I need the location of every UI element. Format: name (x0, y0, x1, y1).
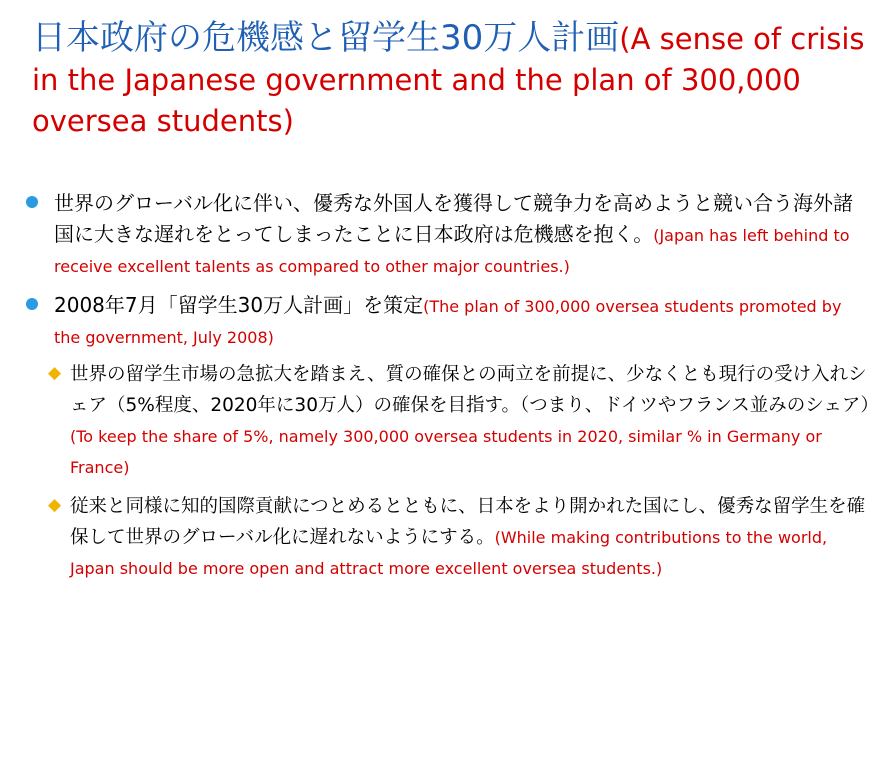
bullet-1-japanese: 世界のグローバル化に伴い、優秀な外国人を獲得して競争力を高めようと競い合う海外諸国に大きな遅れをとってしまったことに日本政府は危機感を抱く。 (54, 191, 853, 246)
bullet-2-japanese: 2008年7月「留学生30万人計画」を策定 (54, 293, 424, 317)
sub-bullet-list (20, 359, 879, 584)
sub-bullet-1-japanese: 世界の留学生市場の急拡大を踏まえ、質の確保との両立を前提に、少なくとも現行の受け入れシェア（5%程度、2020年に30万人）の確保を目指す。（つまり、ドイツやフランス並みのシェア） (70, 364, 879, 416)
sub-bullet-2-english: (While making contributions to the world, Japan should be more open and attract more excellent oversea students.) (70, 528, 828, 578)
circle-bullet-icon (26, 196, 38, 208)
title-japanese: 日本政府の危機感と留学生30万人計画 (32, 18, 620, 58)
bullet-item-1 (20, 188, 870, 282)
title-english: (A sense of crisis in the Japanese government and the plan of 300,000 oversea students) (32, 22, 865, 138)
sub-bullet-item-1 (48, 359, 879, 483)
slide-title (32, 18, 872, 141)
diamond-bullet-icon: ◆ (48, 495, 62, 515)
circle-bullet-icon (26, 298, 38, 310)
bullet-2-english: (The plan of 300,000 oversea students promoted by the government, July 2008) (54, 297, 842, 347)
bullet-item-2 (20, 290, 870, 353)
sub-bullet-2-japanese: 従来と同様に知的国際貢献につとめるとともに、日本をより開かれた国にし、優秀な留学生を確保して世界のグローバル化に遅れないようにする。 (70, 496, 866, 548)
slide-content (20, 188, 879, 592)
sub-bullet-1-english: (To keep the share of 5%, namely 300,000 oversea students in 2020, similar % in Germany or France) (70, 427, 822, 477)
bullet-1-english: (Japan has left behind to receive excellent talents as compared to other major countries.) (54, 226, 850, 276)
sub-bullet-item-2 (48, 491, 870, 584)
diamond-bullet-icon: ◆ (48, 363, 62, 383)
